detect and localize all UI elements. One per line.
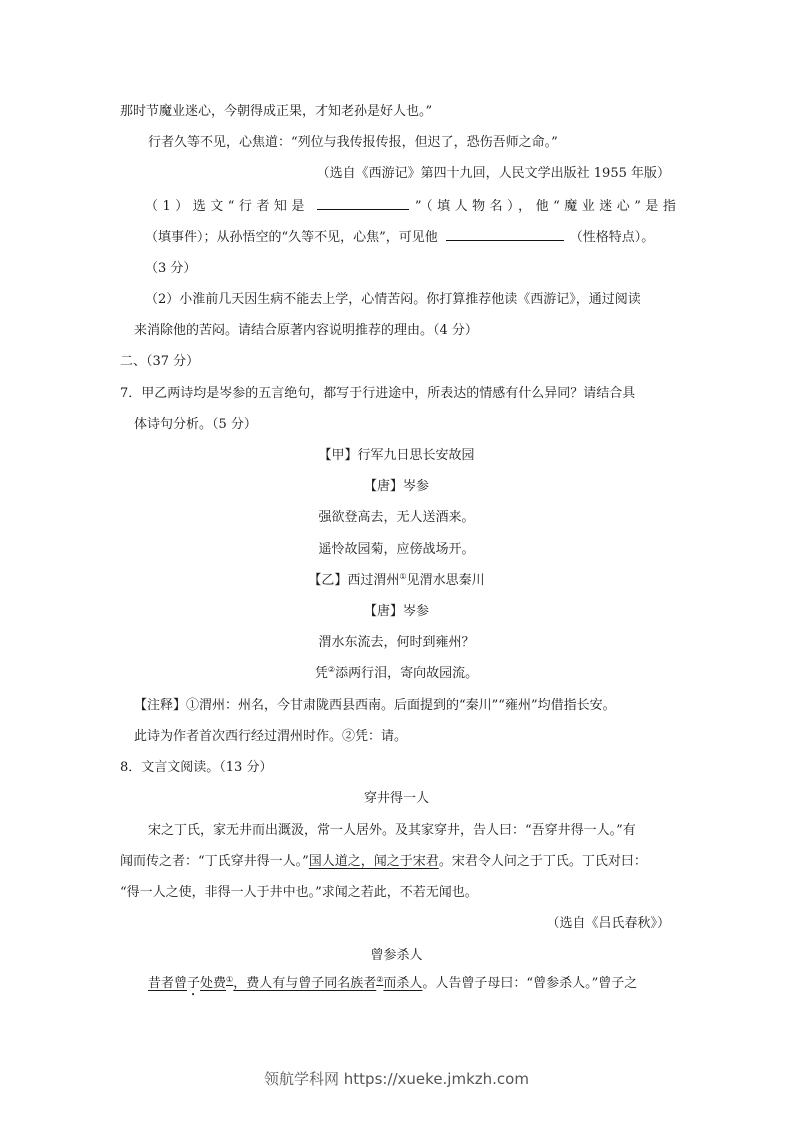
text1-line (120, 853, 647, 871)
question-text: ”（填人物名），他“魔业迷心”是指 (414, 199, 681, 214)
annotation-line2: 此诗为作者首次西行经过渭州时作。②凭：请。 (134, 729, 408, 744)
footnote-marker: ① (226, 975, 234, 984)
poem-b-title (0, 572, 793, 590)
poem-a-line: 遥怜故园菊，应傍战场开。 (318, 542, 475, 557)
underlined-sentence: 昔者曾 (148, 976, 188, 991)
poem-b-title-text: 【乙】西过渭州 (308, 573, 400, 588)
text1-text: 。宋君令人问之于丁氏。丁氏对曰： (438, 854, 647, 869)
text1-text: 闻而传之者：“丁氏穿井得一人。” (120, 854, 309, 869)
poem-b-line (0, 665, 793, 683)
question-7-line1: 7．甲乙两诗均是岑参的五言绝句，都写于行进途中，所表达的情感有什么异同？请结合具 (120, 386, 636, 401)
footnote-marker: ② (327, 665, 336, 674)
question-8-heading: 8．文言文阅读。（13 分） (120, 760, 273, 775)
watermark-footer: 领航学科网 https://xueke.jmkzh.com (264, 1070, 529, 1088)
text2-line (148, 975, 637, 999)
text1-source: （选自《吕氏春秋》） (546, 916, 670, 931)
answer-blank-person[interactable] (317, 197, 409, 210)
answer-blank-trait[interactable] (446, 228, 564, 241)
question-6-1-line2 (145, 228, 654, 247)
annotation-line1: 【注释】①渭州：州名，今甘肃陇西县西南。后面提到的“秦川”“雍州”均借指长安。 (134, 698, 616, 713)
text1-line: 宋之丁氏，家无井而出溉汲，常一人居外。及其家穿井，告人曰：“吾穿井得一人。”有 (148, 823, 636, 838)
question-text: （填事件）；从孙悟空的“久等不见，心焦”，可见他 (145, 230, 438, 245)
text1-title: 穿井得一人 (363, 791, 429, 806)
question-text: （性格特点）。 (569, 230, 655, 245)
text2-text: 。人告曾子母曰：“曾参杀人。”曾子之 (422, 976, 638, 991)
underlined-sentence: 国人道之，闻之于宋君 (308, 854, 439, 869)
poem-a-author: 【唐】岑参 (363, 479, 429, 494)
emphasis-dot-char: 子 (187, 976, 201, 991)
underlined-sentence: 而杀人 (383, 976, 423, 991)
section-heading: 二、（37 分） (120, 354, 200, 369)
passage-line: 行者久等不见，心焦道：“列位与我传报传报，但迟了，恐伤吾师之命。” (148, 135, 558, 150)
passage-source: （选自《西游记》第四十九回，人民文学出版社 1955 年版） (316, 166, 670, 181)
question-text: （1）选文“行者知是 (145, 199, 309, 214)
text2-title: 曾参杀人 (370, 948, 423, 963)
question-6-1-line1 (145, 197, 680, 216)
poem-text: 添两行泪，寄向故园流。 (335, 666, 479, 681)
poem-a-line: 强欲登高去，无人送酒来。 (318, 510, 475, 525)
poem-b-line: 渭水东流去，何时到雍州？ (318, 635, 475, 650)
underlined-sentence: 处费 (200, 976, 227, 991)
footnote-marker: ① (399, 572, 407, 581)
question-7-line2: 体诗句分析。（5 分） (134, 417, 257, 432)
question-6-2-line2: 来消除他的苦闷。请结合原著内容说明推荐的理由。（4 分） (134, 323, 478, 338)
poem-a-title: 【甲】行军九日思长安故园 (318, 448, 475, 463)
underlined-sentence: ，费人有与曾子同名族者 (233, 976, 377, 991)
question-6-2-line1: （2）小淮前几天因生病不能去上学，心情苦闷。你打算推荐他读《西游记》，通过阅读 (145, 292, 641, 307)
question-score: （3 分） (145, 261, 197, 276)
poem-b-author: 【唐】岑参 (363, 604, 429, 619)
footnote-marker: ② (376, 975, 384, 984)
text1-line: “得一人之使，非得一人于井中也。”求闻之若此，不若无闻也。 (120, 885, 478, 900)
poem-text: 凭 (314, 666, 328, 681)
poem-b-title-text: 见渭水思秦川 (406, 573, 485, 588)
passage-line: 那时节魔业迷心，今朝得成正果，才知老孙是好人也。” (120, 104, 433, 119)
